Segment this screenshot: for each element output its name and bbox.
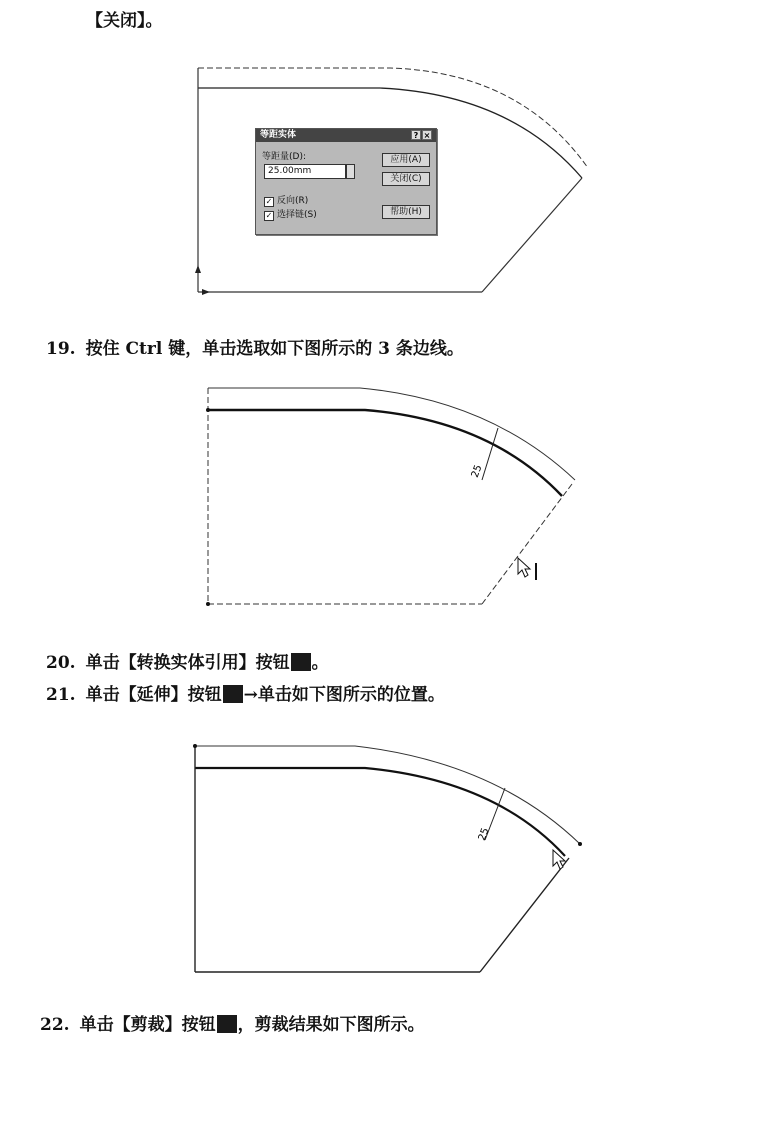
close-button[interactable]: 关闭(C) <box>382 172 430 186</box>
step-number: 19. <box>46 339 76 359</box>
check-icon: ✓ <box>265 211 273 220</box>
convert-entities-icon <box>291 653 311 671</box>
step-20 <box>46 652 329 674</box>
step-text: 按住 Ctrl 键，单击选取如下图所示的 3 条边线。 <box>85 339 464 359</box>
step-text-2: 单击如下图所示的位置。 <box>257 685 445 705</box>
step-number: 22. <box>40 1015 70 1035</box>
step-text-end: 。 <box>311 653 329 673</box>
step-text: 单击【剪裁】按钮 <box>79 1015 216 1035</box>
arrow-right-icon: → <box>243 685 258 705</box>
dialog-title: 等距实体 <box>260 130 297 140</box>
close-instruction-text: 【关闭】。 <box>86 11 163 31</box>
reverse-checkbox[interactable] <box>264 193 308 207</box>
distance-spinner[interactable] <box>346 164 355 179</box>
figure-extend <box>185 738 595 983</box>
distance-input[interactable]: 25.00mm <box>264 164 346 179</box>
step-21 <box>46 684 445 706</box>
step-number: 21. <box>46 685 76 705</box>
extend-icon <box>223 685 243 703</box>
dimension-label: 25 <box>469 463 485 480</box>
distance-label: 等距量(D): <box>262 152 306 162</box>
step-19 <box>46 338 464 360</box>
cursor-icon <box>518 558 530 577</box>
apply-button[interactable]: 应用(A) <box>382 153 430 167</box>
selected-arc <box>208 410 562 496</box>
dimension-label: 25 <box>476 826 492 843</box>
help-icon[interactable]: ? <box>411 130 421 140</box>
step-22 <box>40 1014 425 1036</box>
help-button[interactable]: 帮助(H) <box>382 205 430 219</box>
close-instruction <box>86 10 163 32</box>
close-icon[interactable]: × <box>423 131 431 140</box>
step-number: 20. <box>46 653 76 673</box>
step-text-2: ，剪裁结果如下图所示。 <box>237 1015 425 1035</box>
diagonal-edge <box>482 178 582 292</box>
select-chain-label: 选择链(S) <box>277 210 317 220</box>
offset-entity-dialog <box>255 128 437 235</box>
check-icon: ✓ <box>265 197 273 206</box>
step-text: 单击【转换实体引用】按钮 <box>85 653 290 673</box>
trim-icon <box>217 1015 237 1033</box>
figure-select-edges <box>200 380 600 615</box>
select-chain-checkbox[interactable] <box>264 207 317 221</box>
step-text: 单击【延伸】按钮 <box>85 685 222 705</box>
reverse-label: 反向(R) <box>277 196 309 206</box>
dialog-title-bar <box>256 129 436 142</box>
